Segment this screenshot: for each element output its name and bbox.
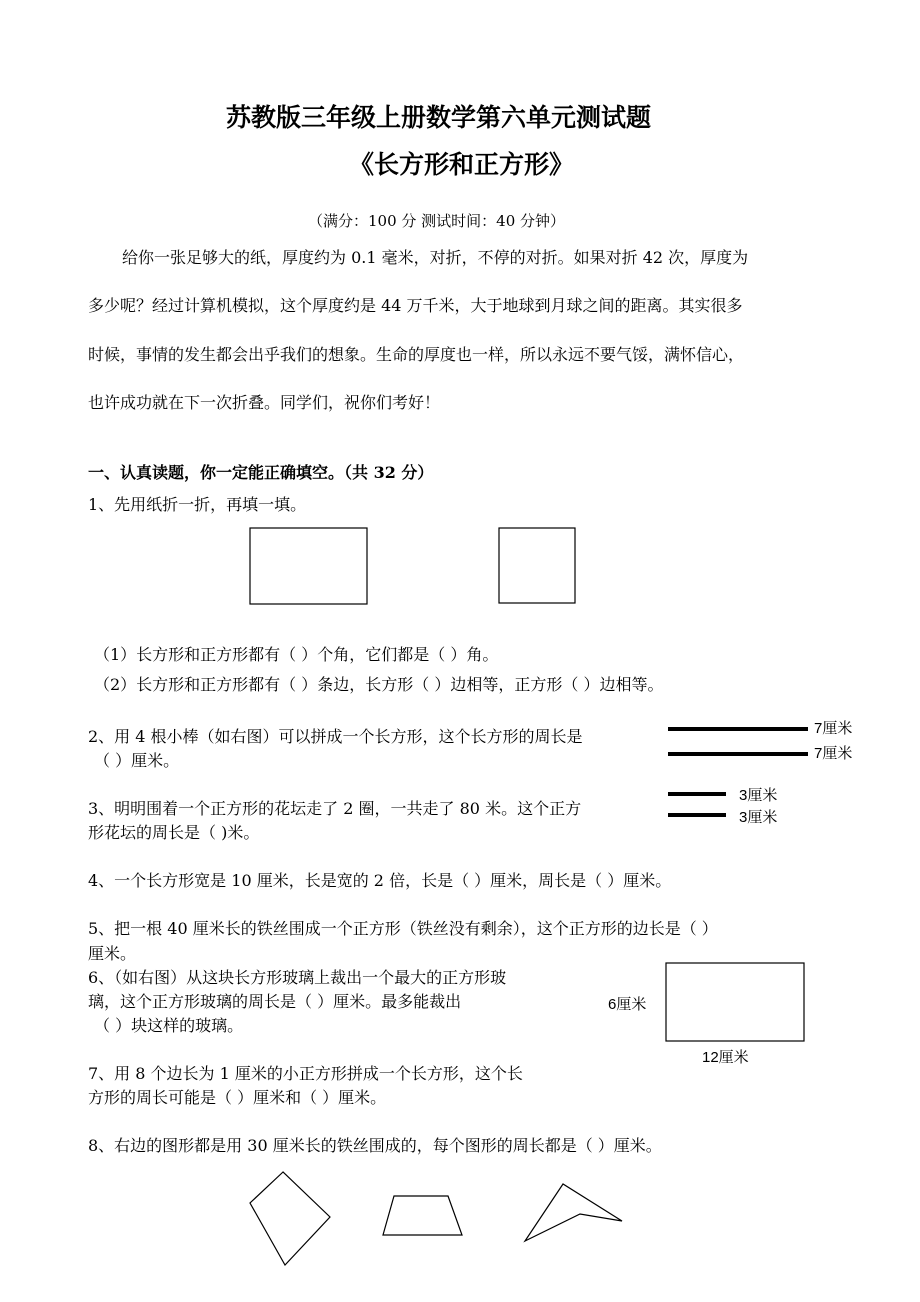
intro-line: 多少呢？经过计算机模拟，这个厚度约是 44 万千米，大于地球到月球之间的距离。其实很多 (88, 296, 743, 315)
question-7-line-1: 7、用 8 个边长为 1 厘米的小正方形拼成一个长方形，这个长 (88, 1064, 523, 1083)
question-6-line-3: （ ）块这样的玻璃。 (94, 1016, 244, 1035)
stick-label: 7厘米 (814, 745, 853, 762)
intro-line: 给你一张足够大的纸，厚度约为 0.1 毫米，对折，不停的对折。如果对折 42 次，厚度为 (122, 248, 749, 267)
question-7-line-2: 方形的周长可能是（ ）厘米和（ ）厘米。 (88, 1088, 387, 1107)
trapezoid-shape (383, 1196, 462, 1235)
question-3-line-1: 3、明明围着一个正方形的花坛走了 2 圈，一共走了 80 米。这个正方 (88, 799, 582, 818)
stick-label: 3厘米 (739, 787, 778, 804)
question-8: 8、右边的图形都是用 30 厘米长的铁丝围成的，每个图形的周长都是（ ）厘米。 (88, 1136, 662, 1155)
section-heading: 一、认真读题，你一定能正确填空。（共 32 分） (88, 463, 434, 482)
question-1: 1、先用纸折一折，再填一填。 (88, 495, 307, 514)
question-2-line-1: 2、用 4 根小棒（如右图）可以拼成一个长方形，这个长方形的周长是 (88, 727, 583, 746)
square-figure (499, 528, 575, 603)
rectangle-figure (250, 528, 367, 604)
glass-width-label: 6厘米 (608, 996, 647, 1013)
page-title: 苏教版三年级上册数学第六单元测试题 (226, 103, 652, 132)
glass-length-label: 12厘米 (702, 1049, 749, 1066)
kite-shape (250, 1172, 330, 1265)
page-subtitle: 《长方形和正方形》 (349, 150, 575, 179)
question-6-line-1: 6、（如右图）从这块长方形玻璃上裁出一个最大的正方形玻 (88, 968, 507, 987)
stick-label: 3厘米 (739, 809, 778, 826)
question-3-line-2: 形花坛的周长是（ )米。 (88, 823, 260, 842)
question-4: 4、一个长方形宽是 10 厘米，长是宽的 2 倍，长是（ ）厘米，周长是（ ）厘米。 (88, 871, 672, 890)
question-2-line-2: （ ）厘米。 (94, 751, 180, 770)
question-6-line-2: 璃，这个正方形玻璃的周长是（ ）厘米。最多能裁出 (88, 992, 462, 1011)
question-5-line-2: 厘米。 (88, 944, 137, 963)
question-5-line-1: 5、把一根 40 厘米长的铁丝围成一个正方形（铁丝没有剩余），这个正方形的边长是（ ） (88, 919, 718, 938)
exam-meta: （满分：100 分 测试时间：40 分钟） (308, 212, 566, 230)
question-1-part-2: （2）长方形和正方形都有（ ）条边，长方形（ ）边相等，正方形（ ）边相等。 (94, 675, 664, 694)
intro-line: 时候，事情的发生都会出乎我们的想象。生命的厚度也一样，所以永远不要气馁，满怀信心， (88, 345, 745, 364)
intro-line: 也许成功就在下一次折叠。同学们，祝你们考好！ (88, 393, 441, 412)
glass-rectangle (666, 963, 804, 1041)
question-1-part-1: （1）长方形和正方形都有（ ）个角，它们都是（ ）角。 (94, 645, 499, 664)
arrow-shape (525, 1184, 622, 1241)
stick-label: 7厘米 (814, 720, 853, 737)
